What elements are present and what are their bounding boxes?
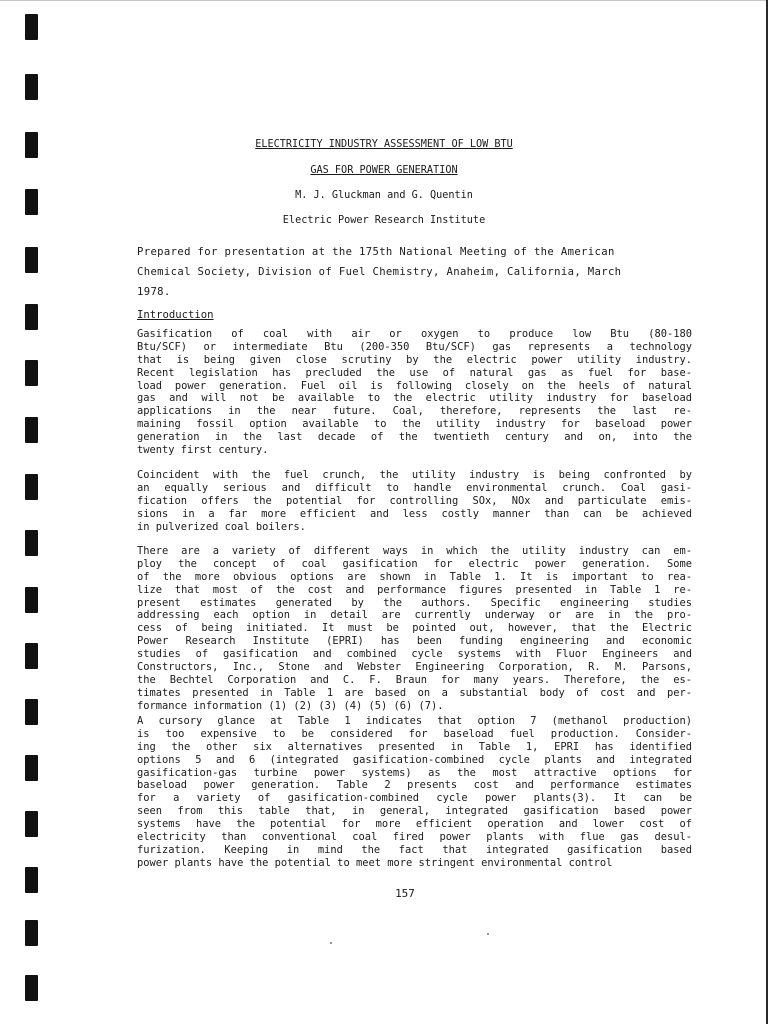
paper-title-line-1 [0, 139, 768, 150]
text-line: timates presented in Table 1 are based on a substantial body of cost and per- [137, 686, 692, 699]
title-text: GAS FOR POWER GENERATION [310, 165, 458, 176]
punch-hole [25, 530, 38, 556]
text-line: for a variety of gasification-combined cycle power plants(3). It can be [137, 792, 692, 805]
text-line: options 5 and 6 (integrated gasification-combined cycle plants and integrated [137, 753, 692, 766]
authors: M. J. Gluckman and G. Quentin [295, 190, 473, 201]
punch-hole [25, 14, 38, 40]
text-line: that is being given close scrutiny by the electric power utility industry. [137, 353, 692, 366]
text-line: applications in the near future. Coal, therefore, represents the last re- [137, 405, 692, 418]
text-line: Coincident with the fuel crunch, the utility industry is being confronted by [137, 469, 692, 481]
text-line: furization. Keeping in mind the fact that integrated gasification based [137, 843, 692, 856]
paper-title-line-2 [0, 165, 768, 176]
punch-hole [25, 643, 38, 669]
body-paragraph-3 [137, 545, 692, 713]
page-number: 157 [395, 887, 415, 900]
punch-hole [25, 474, 38, 500]
text-line: There are a variety of different ways in which the utility industry can em- [137, 545, 692, 557]
punch-hole [25, 755, 38, 781]
text-line: the Bechtel Corporation and C. F. Braun for many years. Therefore, the es- [137, 673, 692, 686]
body-paragraph-2 [137, 469, 692, 533]
punch-hole [25, 247, 38, 273]
text-line: ploy the concept of coal gasification for electric power generation. Some [137, 557, 692, 570]
punch-hole [25, 975, 38, 1001]
text-line: in pulverized coal boilers. [137, 520, 306, 533]
section-heading: Introduction [137, 309, 214, 321]
punch-hole [25, 920, 38, 946]
text-line: twenty first century. [137, 444, 269, 457]
text-line: lize that most of the cost and performance figures presented in Table 1 re- [137, 583, 692, 596]
text-line: of the more obvious options are shown in Table 1. It is important to rea- [137, 570, 692, 583]
text-line: load power generation. Fuel oil is following closely on the heels of natural [137, 379, 692, 392]
affiliation: Electric Power Research Institute [282, 215, 486, 226]
text-line: gas and will not be available to the electric utility industry for baseload [137, 392, 692, 405]
text-line: fication offers the potential for controlling SOx, NOx and particulate emis- [137, 494, 692, 507]
scan-speck [487, 933, 489, 935]
text-line: present estimates generated by the authors. Specific engineering studies [137, 596, 692, 609]
text-line: gasification-gas turbine power systems) as the most attractive options for [137, 766, 692, 779]
punch-hole [25, 74, 38, 100]
body-paragraph-1 [137, 328, 692, 457]
text-line: is too expensive to be considered for baseload fuel production. Consider- [137, 727, 692, 740]
text-line: generation in the last decade of the twentieth century and on, into the [137, 431, 692, 444]
text-line: power plants have the potential to meet more stringent environmental control [137, 856, 613, 869]
punch-hole [25, 699, 38, 725]
punch-hole [25, 304, 38, 330]
text-line: A cursory glance at Table 1 indicates that option 7 (methanol production) [137, 715, 692, 727]
text-line: electricity than conventional coal fired power plants with flue gas desul- [137, 831, 692, 844]
prepared-note-line: Chemical Society, Division of Fuel Chemistry, Anaheim, California, March [137, 266, 622, 278]
text-line: Gasification of coal with air or oxygen to produce low Btu (80-180 [137, 328, 692, 340]
punch-hole [25, 417, 38, 443]
punch-hole [25, 587, 38, 613]
text-line: addressing each option in detail are currently underway or are in the pro- [137, 609, 692, 622]
text-line: Constructors, Inc., Stone and Webster Engineering Corporation, R. M. Parsons, [137, 661, 692, 674]
text-line: sions in a far more efficient and less costly manner than can be achieved [137, 507, 692, 520]
text-line: Btu/SCF) or intermediate Btu (200-350 Btu/SCF) gas represents a technology [137, 340, 692, 353]
text-line: formance information (1) (2) (3) (4) (5) (6) (7). [137, 699, 444, 712]
text-line: Power Research Institute (EPRI) has been funding engineering and economic [137, 635, 692, 648]
prepared-note-line: 1978. [137, 286, 171, 298]
prepared-note-line: Prepared for presentation at the 175th National Meeting of the American [137, 246, 615, 258]
text-line: maining fossil option available to the utility industry for baseload power [137, 418, 692, 431]
text-line: studies of gasification and combined cycle systems with Fluor Engineers and [137, 648, 692, 661]
text-line: an equally serious and difficult to handle environmental crunch. Coal gasi- [137, 481, 692, 494]
punch-hole [25, 360, 38, 386]
text-line: ing the other six alternatives presented in Table 1, EPRI has identified [137, 740, 692, 753]
punch-hole [25, 811, 38, 837]
title-text: ELECTRICITY INDUSTRY ASSESSMENT OF LOW BTU [255, 139, 513, 150]
scan-speck [330, 942, 332, 944]
text-line: cess of being initiated. It must be pointed out, however, that the Electric [137, 622, 692, 635]
page-top-edge [0, 0, 768, 1]
text-line: systems have the potential for more efficient operation and lower cost of [137, 818, 692, 831]
body-paragraph-4 [137, 715, 692, 870]
text-line: seen from this table that, in general, integrated gasification based power [137, 805, 692, 818]
text-line: Recent legislation has precluded the use of natural gas as fuel for base- [137, 366, 692, 379]
text-line: baseload power generation. Table 2 presents cost and performance estimates [137, 779, 692, 792]
